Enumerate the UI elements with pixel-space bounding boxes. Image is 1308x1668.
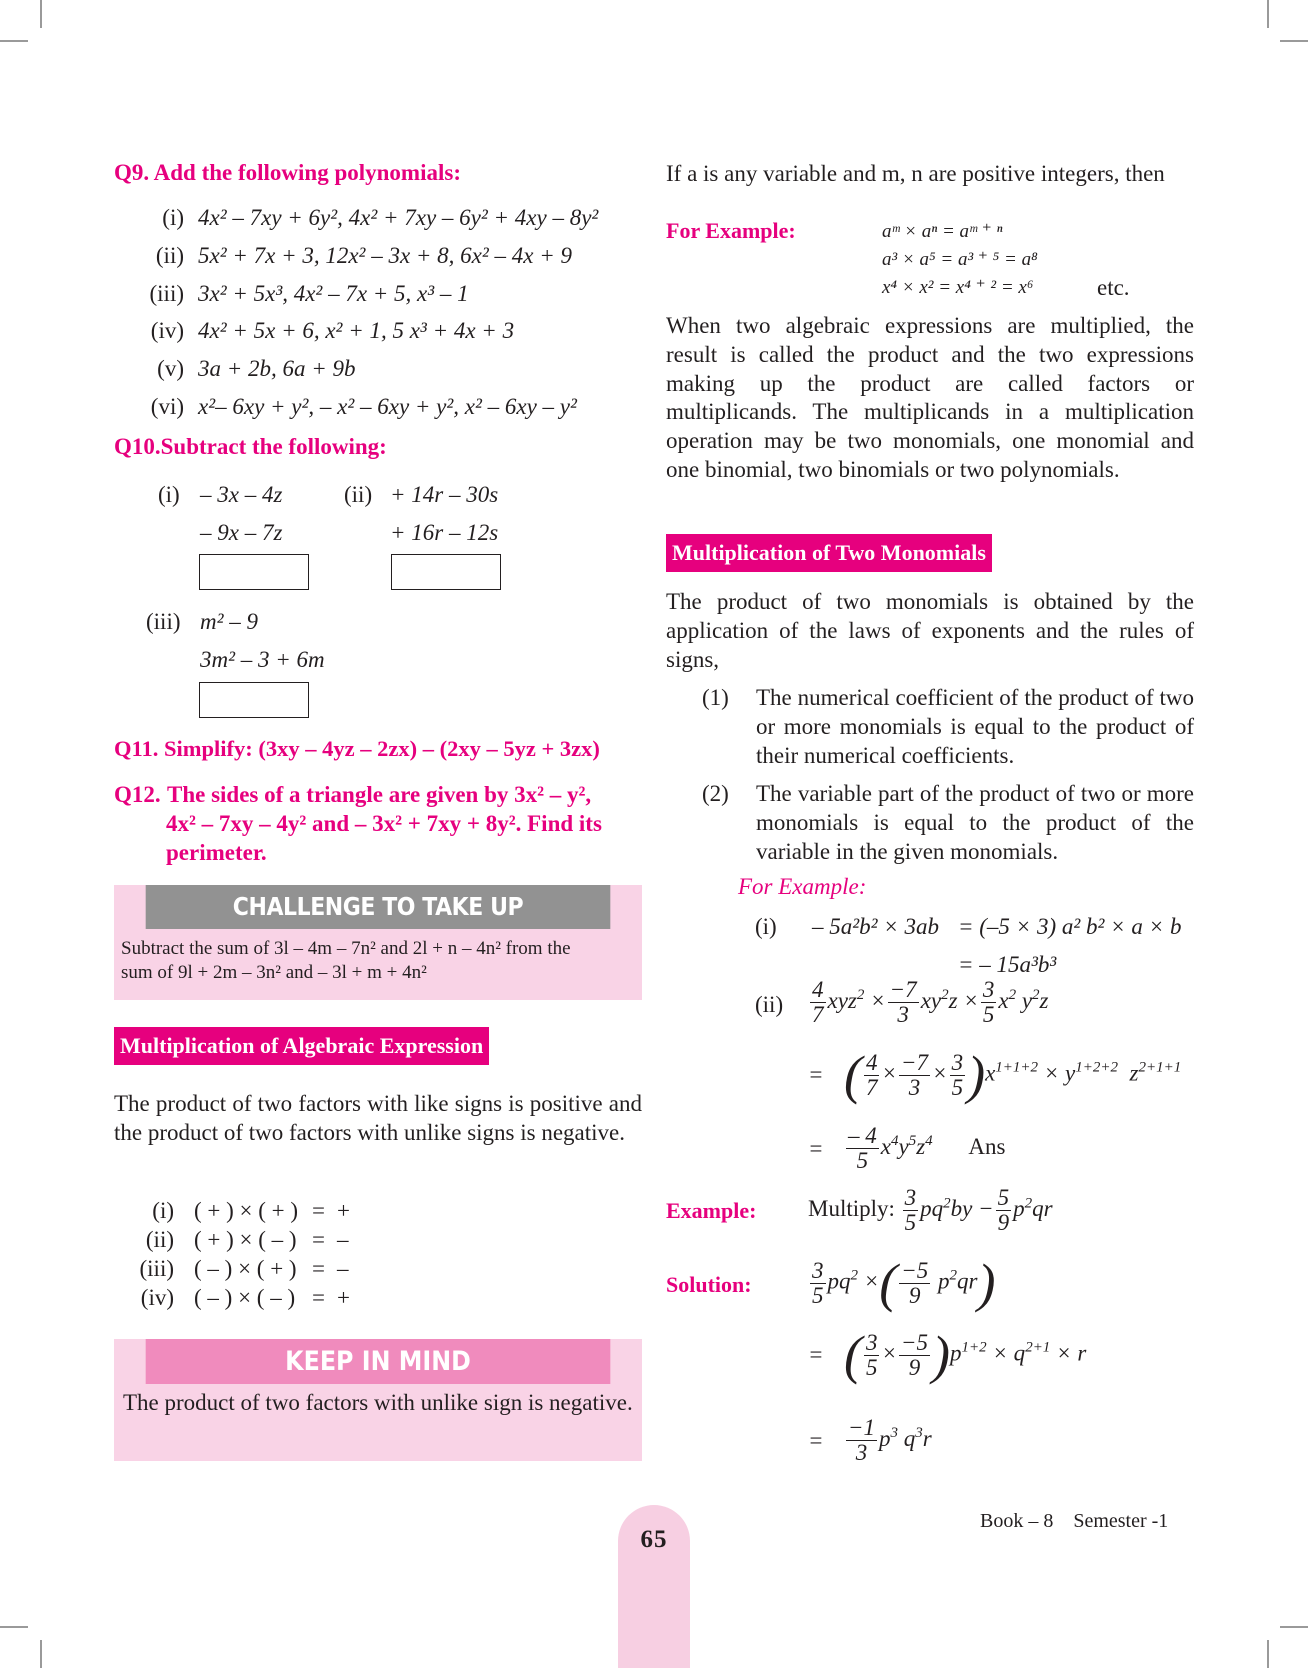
- crop-mark: [1280, 40, 1308, 42]
- q9-item: 3a + 2b, 6a + 9b: [198, 356, 356, 381]
- q10-ii-top: + 14r – 30s: [390, 482, 499, 507]
- crop-mark: [40, 1640, 42, 1668]
- mult-alg-paragraph: The product of two factors with like signs is positive and the product of two factors with unlike signs is negative.: [114, 1091, 642, 1145]
- q9-item: 4x² + 5x + 6, x² + 1, 5 x³ + 4x + 3: [198, 318, 515, 343]
- sign-expr: ( + ) × ( + ): [194, 1198, 299, 1223]
- sign-eq: =: [312, 1227, 325, 1252]
- answer-box: [199, 682, 309, 718]
- example-ii-num: (ii): [755, 992, 784, 1017]
- sign-expr: ( – ) × ( – ): [194, 1285, 296, 1310]
- q9-num: (ii): [155, 243, 184, 268]
- q10-iii-top: m² – 9: [200, 609, 259, 634]
- solution-step1: = ( $\frac{3}{5}$ × $\frac{-5}{9}$ )$p^{1+2} \times q^{2+1} \times r$: [808, 1325, 1087, 1385]
- crop-mark: [0, 40, 28, 42]
- ans-label: Ans: [968, 1133, 1006, 1159]
- challenge-text: Subtract the sum of 3l – 4m – 7n² and 2l + n – 4n² from the: [121, 938, 571, 959]
- q10-iii-num: (iii): [146, 609, 181, 634]
- keep-in-mind-header: KEEP IN MIND: [146, 1339, 611, 1384]
- q9-num: (iii): [149, 281, 184, 306]
- crop-mark: [40, 0, 42, 28]
- multiply-expression: Multiply: $\frac{3}{5}$ $pq^2by$ − $\frac{5}{9}$ $p^2qr$: [808, 1185, 1053, 1235]
- q9-num: (v): [157, 356, 184, 381]
- q9-title: Q9. Add the following polynomials:: [114, 160, 461, 185]
- rule-text: The variable part of the product of two or more monomials is equal to the product of the variable in the given monomials.: [756, 781, 1194, 864]
- q11: Q11. Simplify: (3xy – 4yz – 2zx) – (2xy – 5yz + 3zx): [114, 736, 600, 761]
- challenge-header: CHALLENGE TO TAKE UP: [146, 885, 611, 929]
- sign-eq: =: [312, 1256, 325, 1281]
- sign-res: –: [337, 1256, 349, 1281]
- q10-i-bottom: – 9x – 7z: [200, 520, 283, 545]
- crop-mark: [0, 1626, 28, 1628]
- answer-box: [199, 554, 309, 590]
- for-example-label-2: For Example:: [738, 874, 867, 899]
- sign-num: (iv): [140, 1285, 174, 1310]
- q10-iii-bottom: 3m² – 3 + 6m: [200, 647, 325, 672]
- sign-num: (ii): [145, 1227, 174, 1252]
- section-tag-multiplication-algebraic: Multiplication of Algebraic Expression: [114, 1027, 489, 1065]
- sign-num: (iii): [139, 1256, 174, 1281]
- q9-item: x²– 6xy + y², – x² – 6xy + y², x² – 6xy – y²: [198, 394, 577, 419]
- q10-title: Q10.Subtract the following:: [114, 434, 387, 459]
- crop-mark: [1267, 0, 1269, 28]
- sign-eq: =: [312, 1285, 325, 1310]
- intro-paragraph: If a is any variable and m, n are positive integers, then: [666, 161, 1165, 186]
- crop-mark: [1267, 1640, 1269, 1668]
- multiply-label: Multiply:: [808, 1195, 895, 1221]
- exponent-example: aᵐ × aⁿ = aᵐ ⁺ ⁿ: [882, 221, 1003, 242]
- q12-line: perimeter.: [166, 840, 267, 865]
- q10-ii-bottom: + 16r – 12s: [390, 520, 499, 545]
- sign-expr: ( + ) × ( – ): [194, 1227, 297, 1252]
- sign-eq: =: [312, 1198, 325, 1223]
- keep-in-mind-box: [114, 1339, 642, 1461]
- answer-box: [391, 554, 501, 590]
- solution-label: Solution:: [666, 1272, 752, 1297]
- q12-label: Q12.: [114, 782, 161, 807]
- q10-ii-num: (ii): [344, 482, 373, 507]
- example-i-result: = – 15a³b³: [958, 952, 1057, 977]
- page-number: 65: [640, 1526, 668, 1553]
- section-tag-two-monomials: Multiplication of Two Monomials: [666, 534, 992, 572]
- q10-i-num: (i): [158, 482, 180, 507]
- example-i-result: = (–5 × 3) a² b² × a × b: [958, 914, 1182, 939]
- rule-num: (1): [702, 685, 729, 710]
- sign-res: +: [337, 1285, 350, 1310]
- q10-i-top: – 3x – 4z: [200, 482, 283, 507]
- book-semester-label: Book – 8 Semester -1: [980, 1510, 1169, 1532]
- q9-num: (iv): [150, 318, 184, 343]
- for-example-label: For Example:: [666, 218, 796, 243]
- rule-num: (2): [702, 781, 729, 806]
- monomial-paragraph: The product of two monomials is obtained by the application of the laws of exponents and the rules of signs,: [666, 589, 1194, 672]
- keep-in-mind-text: The product of two factors with unlike sign is negative.: [123, 1390, 633, 1415]
- q9-item: 3x² + 5x³, 4x² – 7x + 5, x³ – 1: [198, 281, 469, 306]
- example-i-num: (i): [755, 914, 777, 939]
- challenge-box: [114, 885, 642, 1000]
- rule-text: The numerical coefficient of the product of two or more monomials is equal to the product of their numerical coefficients.: [756, 685, 1194, 768]
- solution-step2: = $\frac{-1}{3}$ $p^3$ $q^3r$: [808, 1415, 932, 1465]
- sign-res: +: [337, 1198, 350, 1223]
- example-i-left: – 5a²b² × 3ab: [812, 914, 940, 939]
- challenge-text: sum of 9l + 2m – 3n² and – 3l + m + 4n²: [121, 962, 427, 983]
- solution-step0: $\frac{3}{5}$ $pq^2$ ×( $\frac{-5}{9}$ $p^2qr$): [812, 1253, 996, 1313]
- q9-item: 5x² + 7x + 3, 12x² – 3x + 8, 6x² – 4x + 9: [198, 243, 573, 268]
- example-label: Example:: [666, 1198, 757, 1223]
- definition-paragraph: When two algebraic expressions are multiplied, the result is called the product and the two expressions making up the product are called factors or multiplicands. The multiplicands in a multiplication operation may be two monomials, one monomial and one binomial, two binomials or two polynomials.: [666, 313, 1194, 482]
- sign-res: –: [337, 1227, 349, 1252]
- etc-text: etc.: [1097, 275, 1130, 300]
- crop-mark: [1280, 1626, 1308, 1628]
- example-ii-step2: = $\frac{- 4}{5}$ $x^4y^5z^4$ Ans: [808, 1123, 1006, 1173]
- example-ii-step1: = ( $\frac{4}{7}$ × $\frac{-7}{3}$ × $\frac{3}{5}$ )$x^{1+1+2} \times y^{1+2+2}$ $z^{2+1+1}$: [808, 1045, 1182, 1105]
- q12-line: 4x² – 7xy – 4y² and – 3x² + 7xy + 8y². Find its: [166, 811, 602, 836]
- q12-line: The sides of a triangle are given by 3x² – y²,: [167, 782, 592, 807]
- q9-num: (vi): [150, 394, 184, 419]
- exponent-example: x⁴ × x² = x⁴ ⁺ ² = x⁶: [882, 277, 1034, 298]
- q9-num: (i): [162, 205, 184, 230]
- sign-num: (i): [152, 1198, 174, 1223]
- exponent-example: a³ × a⁵ = a³ ⁺ ⁵ = a⁸: [882, 249, 1038, 270]
- example-ii-expression: $\frac{4}{7}$ xyz$^2$ × $\frac{-7}{3}$ $xy^2z$ × $\frac{3}{5}$ $x^2$ $y^2z$: [812, 977, 1049, 1027]
- sign-expr: ( – ) × ( + ): [194, 1256, 297, 1281]
- q9-item: 4x² – 7xy + 6y², 4x² + 7xy – 6y² + 4xy – 8y²: [198, 205, 599, 230]
